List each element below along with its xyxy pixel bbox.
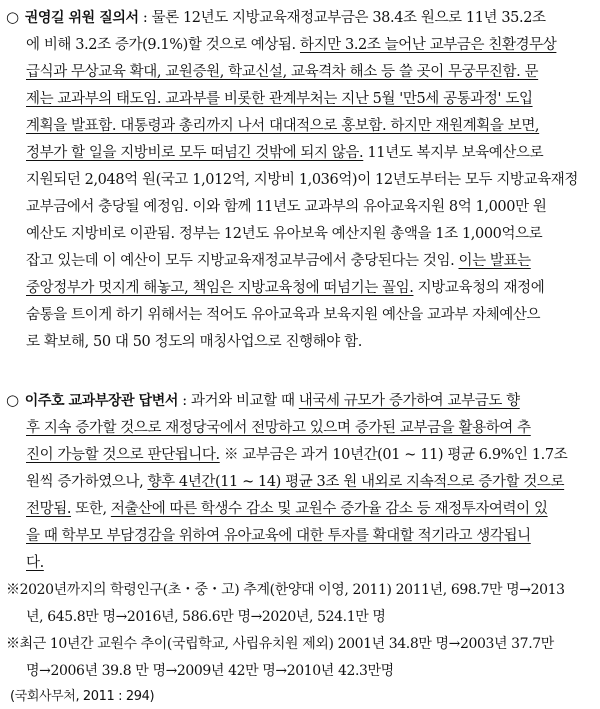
note-line: 년, 645.8만 명→2016년, 586.6만 명→2020년, 524.1만 명 [26, 609, 386, 625]
text-run-underlined: 진이 가능할 것으로 판단됩니다. [26, 447, 220, 463]
section1-text-line [26, 86, 594, 113]
section1-text-line [26, 59, 594, 86]
text-run-underlined: 을 때 학부모 부담경감을 위하여 유아교육에 대한 투자를 확대할 적기라고 생각됩니 [26, 528, 531, 544]
section-question-line-1 [6, 4, 594, 32]
speaker-label: 이주호 교과부장관 답변서 [24, 393, 179, 409]
source-citation: (국회사무처, 2011 : 294) [10, 689, 155, 704]
section1-text-line [26, 32, 594, 59]
text-run: 로 확보해, 50 대 50 정도의 매칭사업으로 진행해야 함. [26, 334, 362, 350]
text-run: 예산도 지방비로 이관됨. 정부는 12년도 유아보육 예산지원 총액을 1조 1,000억으로 [26, 226, 543, 242]
section1-text-line [26, 329, 594, 356]
text-run: : 과거와 비교할 때 [178, 393, 299, 409]
text-run-underlined: 다. [26, 555, 44, 571]
section1-text-line [26, 113, 594, 140]
text-run-underlined: 저출산에 따른 학생수 감소 및 교원수 증가율 감소 등 재정투자여력이 있 [110, 501, 548, 517]
text-run: 원씩 증가하였으나, [26, 474, 148, 490]
text-run-underlined: 하지만 3.2조 늘어난 교부금은 친환경무상 [299, 37, 557, 53]
text-run: 지방교육청의 재정에 [413, 280, 545, 296]
section-question [6, 4, 594, 356]
text-run: 또한, [71, 501, 111, 517]
section-answer-line-1 [6, 387, 594, 415]
text-run-underlined: 향후 4년간(11 ~ 14) 평균 3조 원 내외로 지속적으로 증가할 것으로 [147, 474, 565, 490]
section1-text-line [26, 140, 594, 167]
circle-bullet-icon: ○ [6, 8, 19, 26]
text-run: ※ 교부금은 과거 10년간(01 ~ 11) 평균 6.9%인 1.7조 [219, 447, 568, 463]
text-run: 11년도 복지부 보육예산으로 [363, 145, 544, 161]
section1-text-line [26, 275, 594, 302]
text-run-underlined: 급식과 무상교육 확대, 교원증원, 학교신설, 교육격차 해소 등 쓸 곳이 무궁무진함. 문 [26, 64, 539, 80]
notes [6, 577, 594, 685]
text-run: 교부금에서 충당될 예정임. 이와 함께 11년도 교과부의 유아교육지원 8억 1,000만 원 [26, 199, 547, 215]
section1-text-line [26, 167, 594, 194]
text-run-underlined: 계획을 발표함. 대통령과 총리까지 나서 대대적으로 홍보함. 하지만 재원계획을 보면, [26, 118, 540, 134]
text-run-underlined: 제는 교과부의 태도임. 교과부를 비롯한 관계부처는 지난 5월 '만5세 공통과정' 도입 [26, 91, 533, 107]
text-run-underlined: 후 지속 증가할 것으로 재정당국에서 전망하고 있으며 증가된 교부금을 활용하여 추 [26, 420, 531, 436]
text-run-underlined: 이는 발표는 [458, 253, 531, 269]
section2-text-line [26, 415, 594, 442]
speaker-label: 권영길 위원 질의서 [24, 10, 139, 26]
section2-text-line [26, 523, 594, 550]
note-line: ※최근 10년간 교원수 추이(국립학교, 사립유치원 제외) 2001년 34.8만 명→2003년 37.7만 [6, 636, 554, 652]
text-run: 숨통을 트이게 하기 위해서는 적어도 유아교육과 보육지원 예산을 교과부 자체예산으 [26, 307, 541, 323]
section2-text-line [26, 469, 594, 496]
section1-text-line [26, 302, 594, 329]
section2-text-line [26, 550, 594, 577]
section1-text-line [26, 248, 594, 275]
circle-bullet-icon: ○ [6, 391, 19, 409]
text-run: : 물론 12년도 지방교육재정교부금은 38.4조 원으로 11년 35.2조 [138, 10, 546, 26]
section-answer [6, 387, 594, 577]
section2-text-line [26, 496, 594, 523]
section2-text-line [26, 442, 594, 469]
text-run: 지원되던 2,048억 원(국고 1,012억, 지방비 1,036억)이 12년도부터는 모두 지방교육재정 [26, 172, 578, 188]
text-run-underlined: 내국세 규모가 증가하여 교부금도 향 [298, 393, 520, 409]
text-run-underlined: 중앙정부가 멋지게 해놓고, 책임은 지방교육청에 떠넘기는 꼴임. [26, 280, 414, 296]
text-run: 에 비해 3.2조 증가(9.1%)할 것으로 예상됨. [26, 37, 300, 53]
text-run-underlined: 정부가 할 일을 지방비로 모두 떠넘긴 것밖에 되지 않음. [26, 145, 364, 161]
note-line: ※2020년까지의 학령인구(초・중・고) 추계(한양대 이영, 2011) 2011년, 698.7만 명→2013 [6, 582, 565, 598]
text-run-underlined: 전망됨. [26, 501, 72, 517]
note-line: 명→2006년 39.8 만 명→2009년 42만 명→2010년 42.3만명 [26, 663, 394, 679]
section1-text-line [26, 221, 594, 248]
text-run: 잡고 있는데 이 예산이 모두 지방교육재정교부금에서 충당된다는 것임. [26, 253, 459, 269]
section1-text-line [26, 194, 594, 221]
